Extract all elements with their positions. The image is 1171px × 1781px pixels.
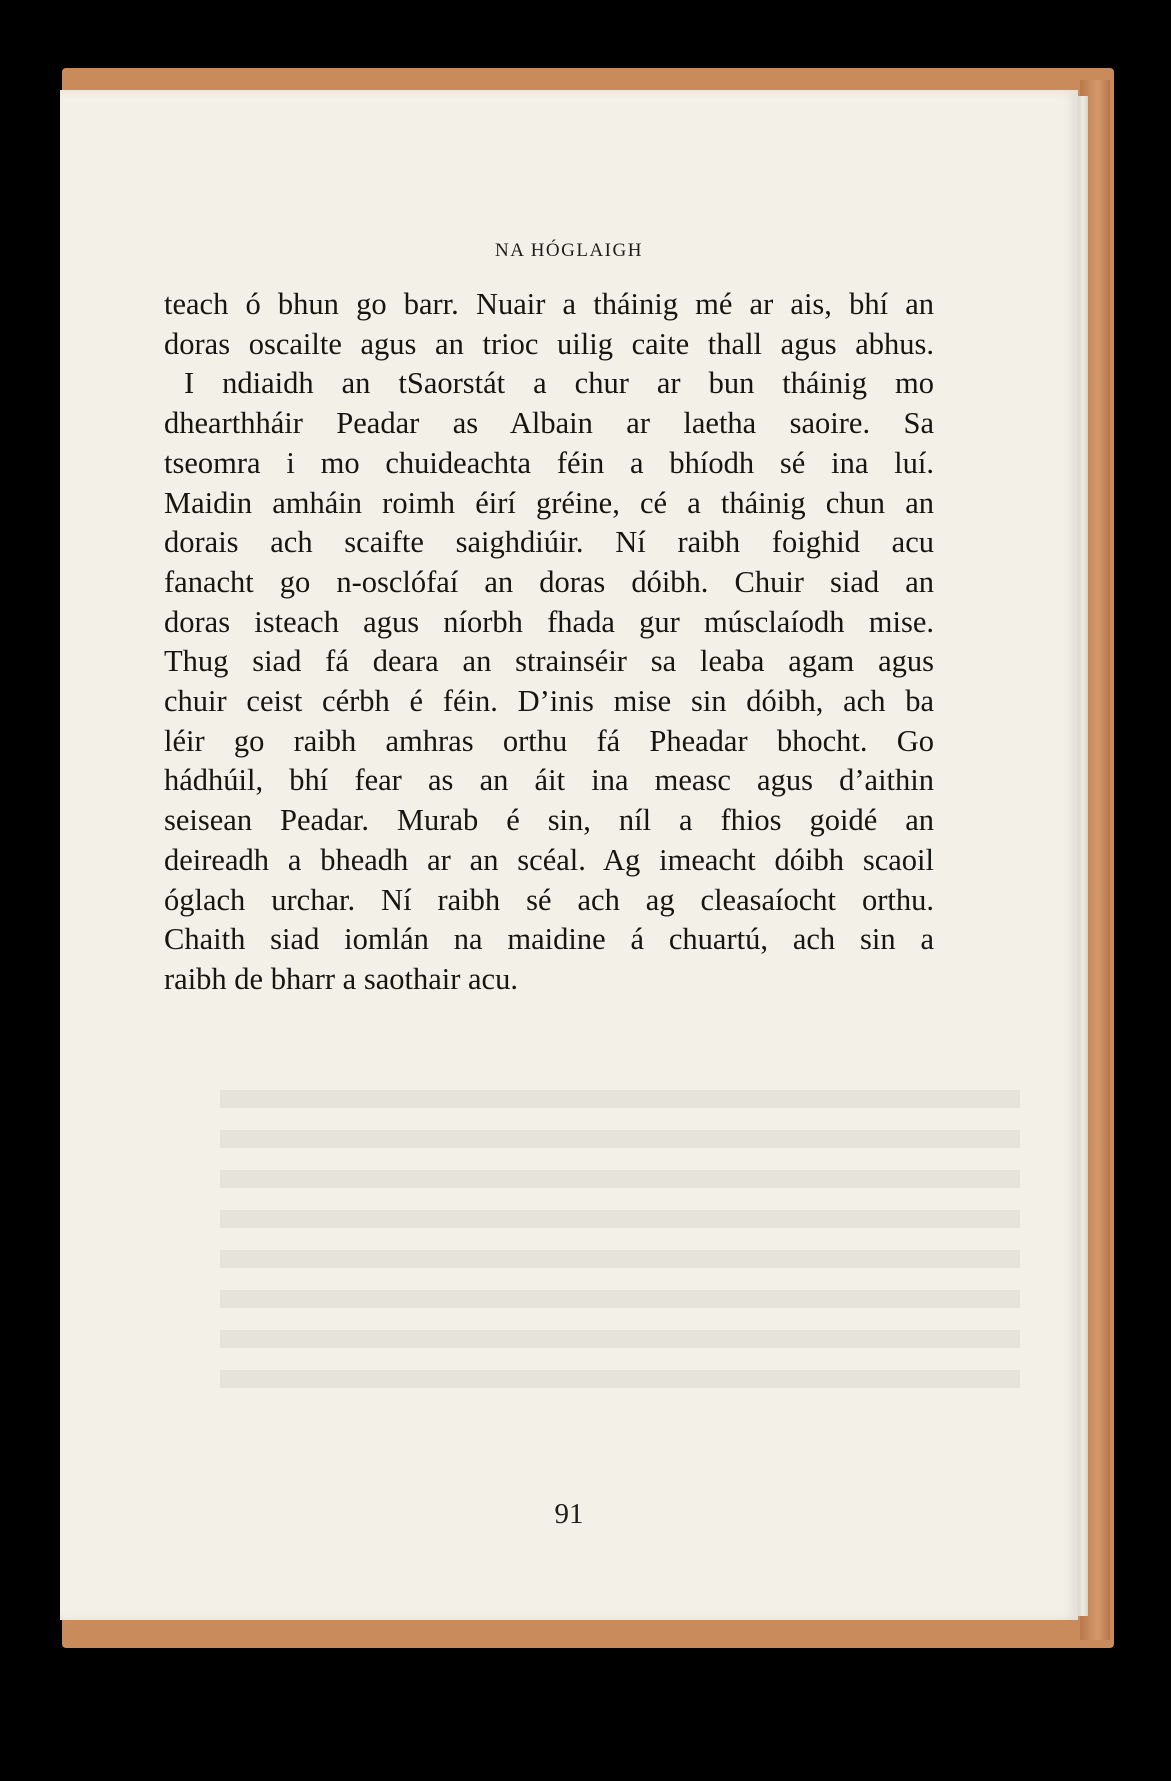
text-line: deireadh a bheadh ar an scéal. Ag imeacht dóibh scaoil — [164, 842, 934, 877]
text-line: dhearthháir Peadar as Albain ar laetha saoire. Sa — [164, 406, 934, 441]
running-head: NA HÓGLAIGH — [495, 240, 643, 261]
text-line: Maidin amháin roimh éirí gréine, cé a tháinig chun an — [164, 485, 934, 520]
text-line: óglach urchar. Ní raibh sé ach ag cleasaíocht orthu. — [164, 882, 934, 917]
page-fore-edge — [1078, 96, 1088, 1616]
text-line: teach ó bhun go barr. Nuair a tháinig mé ar ais, bhí an — [164, 287, 934, 321]
text-line: tseomra i mo chuideachta féin a bhíodh sé ina luí. — [164, 445, 934, 480]
text-line: Thug siad fá deara an strainséir sa leaba agam agus — [164, 644, 934, 679]
text-line: Chaith siad iomlán na maidine á chuartú, ach sin a — [164, 922, 934, 957]
text-line: I ndiaidh an tSaorstát a chur ar bun tháinig mo — [184, 366, 934, 401]
text-line: chuir ceist cérbh é féin. D’inis mise sin dóibh, ach ba — [164, 684, 934, 719]
text-line: léir go raibh amhras orthu fá Pheadar bhocht. Go — [164, 723, 934, 758]
text-line: dorais ach scaifte saighdiúir. Ní raibh foighid acu — [164, 525, 934, 560]
text-line: hádhúil, bhí fear as an áit ina measc agus d’aithin — [164, 763, 934, 798]
text-line: raibh de bharr a saothair acu. — [164, 961, 518, 996]
text-line: fanacht go n-osclófaí an doras dóibh. Chuir siad an — [164, 564, 934, 599]
body-text — [164, 285, 934, 1000]
show-through-text — [220, 1090, 1020, 1390]
text-line: seisean Peadar. Murab é sin, níl a fhios goidé an — [164, 803, 934, 838]
page-number: 91 — [554, 1498, 584, 1530]
text-line: doras isteach agus níorbh fhada gur músclaíodh mise. — [164, 604, 934, 639]
text-line: doras oscailte agus an trioc uilig caite thall agus abhus. — [164, 326, 934, 361]
